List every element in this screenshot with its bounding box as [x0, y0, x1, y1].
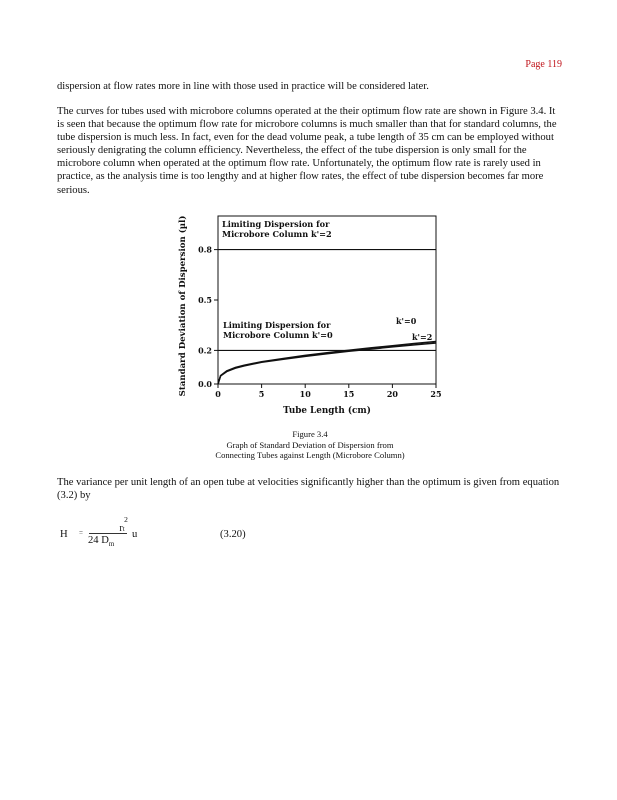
- equation-denominator-base: 24 D: [88, 535, 109, 546]
- x-tick-label: 15: [343, 389, 355, 399]
- ref-label-k0-line2: Microbore Column k'=0: [223, 330, 333, 340]
- ref-label-k0-line1: Limiting Dispersion for: [223, 320, 331, 330]
- caption-title-line2: Connecting Tubes against Length (Microbore Column): [215, 450, 405, 461]
- x-tick-label: 5: [258, 389, 265, 399]
- equation-denominator: [88, 535, 114, 550]
- equation-numerator-subscript: t: [122, 525, 125, 533]
- equation-number: (3.20): [220, 529, 246, 540]
- equation-3-20: [57, 515, 297, 565]
- x-axis-label: Tube Length (cm): [283, 406, 371, 416]
- y-tick-label: 0.5: [198, 295, 212, 305]
- paragraph-dispersion-intro: dispersion at flow rates more in line with those used in practice will be considered later.: [57, 81, 429, 92]
- caption-title-line1: Graph of Standard Deviation of Dispersion from: [226, 439, 394, 450]
- x-tick-label: 0: [215, 389, 221, 399]
- page-number: Page 119: [525, 59, 562, 70]
- figure-caption: [150, 429, 470, 461]
- equation-factor: u: [132, 529, 138, 540]
- x-tick-label: 25: [430, 389, 442, 399]
- caption-figure-number: Figure 3.4: [292, 429, 328, 439]
- equation-fraction-bar: [89, 533, 127, 534]
- series-label-k0: k'=0: [396, 316, 417, 326]
- x-tick-label: 10: [299, 389, 311, 399]
- equation-numerator-base: r: [119, 523, 123, 534]
- equation-equals: =: [79, 529, 83, 537]
- ref-label-k2-line2: Microbore Column k'=2: [222, 229, 332, 239]
- y-axis-label: Standard Deviation of Dispersion (µl): [178, 215, 188, 397]
- series-line-k0: [218, 342, 436, 385]
- equation-numerator: [110, 515, 134, 534]
- y-tick-label: 0.2: [198, 345, 212, 356]
- figure-3-4-chart: [170, 212, 450, 424]
- dispersion-chart-svg: [170, 212, 450, 424]
- ref-label-k2-line1: Limiting Dispersion for: [222, 219, 330, 229]
- equation-numerator-exponent: 2: [124, 515, 128, 524]
- equation-lhs: H: [60, 529, 68, 540]
- y-tick-label: 0.0: [198, 379, 212, 389]
- series-label-k2: k'=2: [412, 332, 433, 342]
- paragraph-variance-intro: The variance per unit length of an open tube at velocities significantly higher than the optimum is given from equation (3.2) by: [57, 477, 560, 502]
- y-tick-label: 0.8: [198, 244, 212, 255]
- equation-denominator-subscript: m: [108, 540, 115, 548]
- paragraph-microbore-curves: The curves for tubes used with microbore columns operated at the their optimum flow rate are shown in Figure 3.4. It is seen that because the optimum flow rate for microbore columns is much smaller than that for standard columns, the tube dispersion is much less. In fact, even for the dead volume peak, a tube length of 35 cm can be employed without seriously denigrating the column efficiency. Nevertheless, the effect of the tube dispersion is only small for the microbore column when operated at the optimum flow rate. Unfortunately, the optimum flow rate is rarely used in practice, as the analysis time is too lengthy and at higher flow rates, the effect of tube dispersion becomes far more serious.: [57, 106, 557, 196]
- x-tick-label: 20: [386, 389, 398, 399]
- plot-frame: [218, 216, 436, 384]
